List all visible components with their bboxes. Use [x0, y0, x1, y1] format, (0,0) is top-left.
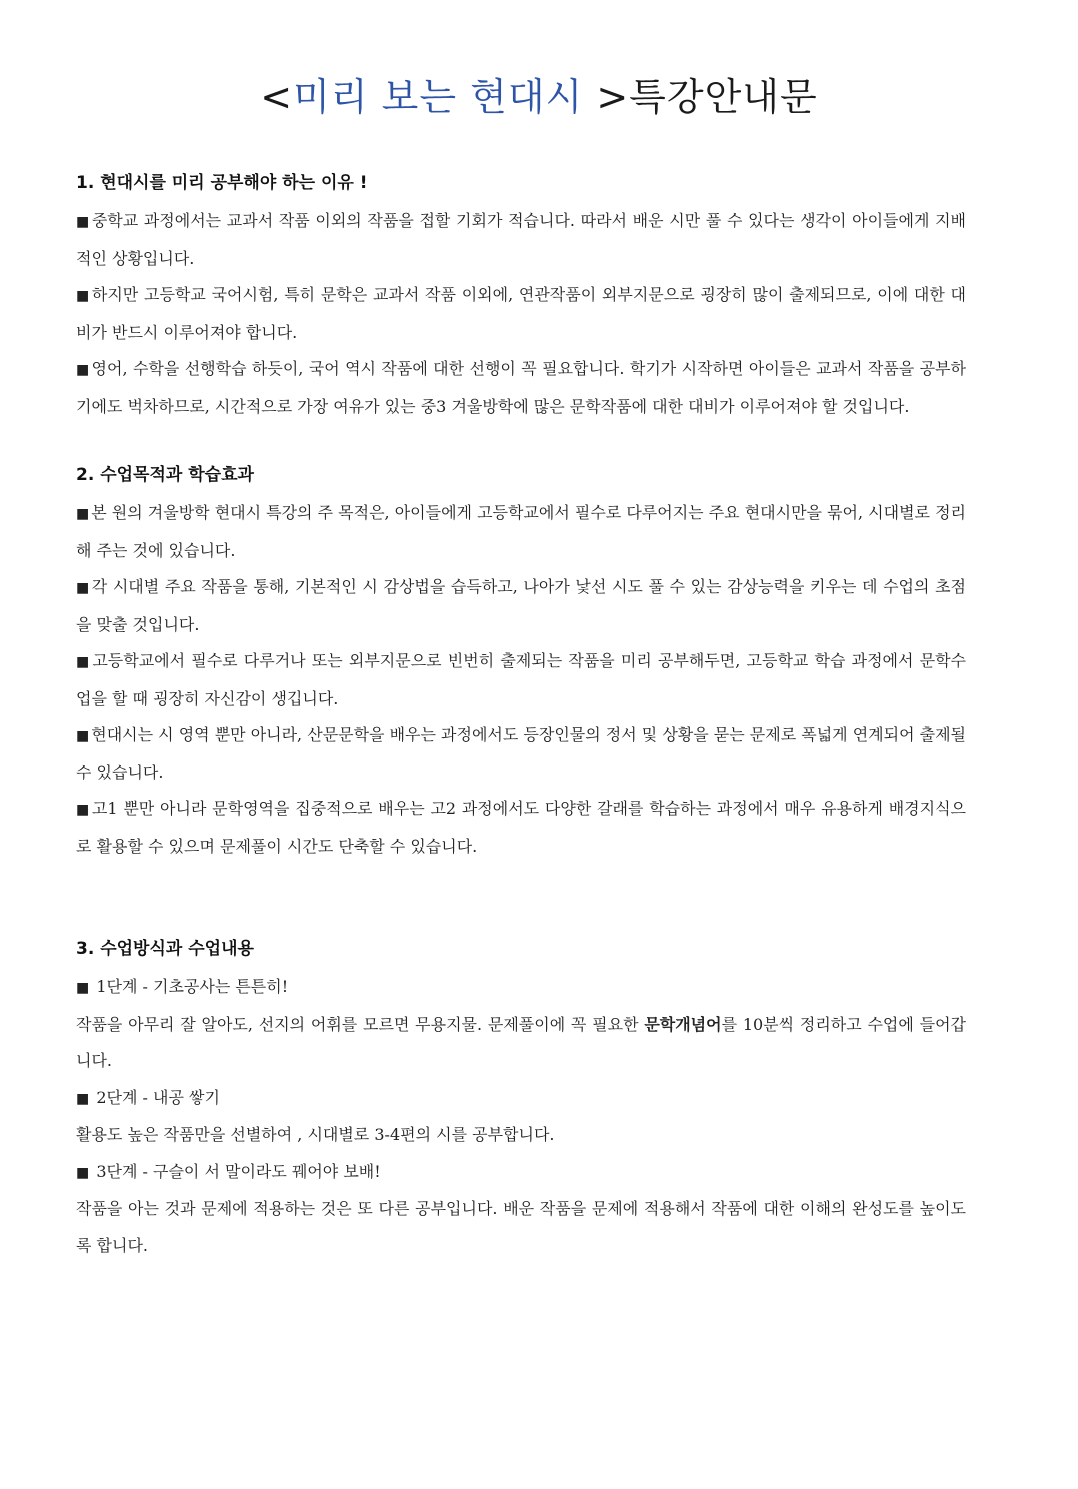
- title-close: >특강안내문: [583, 75, 818, 119]
- step-text: 활용도 높은 작품만을 선별하여 , 시대별로 3-4편의 시를 공부합니다.: [76, 1125, 555, 1144]
- paragraph-text: 하지만 고등학교 국어시험, 특히 문학은 교과서 작품 이외에, 연관작품이 외부지문으로 굉장히 많이 출제되므로, 이에 대한 대비가 반드시 이루어져야 합니다.: [76, 285, 966, 342]
- bullet-icon: ■: [76, 362, 90, 378]
- section-2-paragraph-3: [76, 643, 966, 717]
- paragraph-text: 중학교 과정에서는 교과서 작품 이외의 작품을 접할 기회가 적습니다. 따라서 배운 시만 풀 수 있다는 생각이 아이들에게 지배적인 상황입니다.: [76, 211, 966, 268]
- section-2-paragraph-4: [76, 717, 966, 791]
- bullet-icon: ■: [76, 506, 90, 522]
- title-open: <: [260, 75, 294, 119]
- paragraph-text: 각 시대별 주요 작품을 통해, 기본적인 시 감상법을 습득하고, 나아가 낯선 시도 풀 수 있는 감상능력을 키우는 데 수업의 초점을 맞출 것입니다.: [76, 577, 966, 634]
- spacer: [76, 425, 966, 459]
- section-heading-1: 1. 현대시를 미리 공부해야 하는 이유 !: [76, 173, 368, 193]
- bullet-icon: ■: [76, 580, 90, 596]
- section-heading-2: 2. 수업목적과 학습효과: [76, 465, 254, 485]
- emphasized-term: 문학개념어: [644, 1014, 722, 1034]
- step-label-text: 2단계 - 내공 쌓기: [91, 1087, 220, 1107]
- bullet-icon: ■: [76, 980, 90, 996]
- bullet-icon: ■: [76, 1090, 90, 1107]
- bullet-icon: ■: [76, 802, 90, 818]
- step-label-text: 3단계 - 구슬이 서 말이라도 꿰어야 보배!: [91, 1161, 381, 1181]
- step-1-label: [76, 969, 966, 1007]
- section-1-paragraph-2: [76, 277, 966, 351]
- step-text: 작품을 아무리 잘 알아도, 선지의 어휘를 모르면 무용지물. 문제풀이에 꼭 필요한: [76, 1014, 645, 1034]
- document-title: [0, 66, 1078, 121]
- bullet-icon: ■: [76, 1164, 90, 1181]
- step-3-description: [76, 1191, 966, 1264]
- bullet-icon: ■: [76, 288, 90, 304]
- paragraph-text: 고1 뿐만 아니라 문학영역을 집중적으로 배우는 고2 과정에서도 다양한 갈래를 학습하는 과정에서 매우 유용하게 배경지식으로 활용할 수 있으며 문제풀이 시간도 단축할 수 있습니다.: [76, 799, 966, 856]
- section-2-paragraph-2: [76, 569, 966, 643]
- step-3-label: [76, 1154, 966, 1192]
- step-1-description: [76, 1007, 966, 1080]
- section-2-paragraph-5: [76, 791, 966, 865]
- spacer: [76, 865, 966, 933]
- paragraph-text: 현대시는 시 영역 뿐만 아니라, 산문문학을 배우는 과정에서도 등장인물의 정서 및 상황을 묻는 문제로 폭넓게 연계되어 출제될 수 있습니다.: [76, 725, 966, 782]
- section-1-paragraph-3: [76, 351, 966, 425]
- step-label-text: 1단계 - 기초공사는 튼튼히!: [91, 977, 289, 996]
- step-text: 를 10분씩 정리하고 수업에 들어갑니다.: [76, 1014, 966, 1070]
- section-heading-3: 3. 수업방식과 수업내용: [76, 939, 254, 959]
- step-2-description: [76, 1117, 966, 1154]
- bullet-icon: ■: [76, 214, 90, 230]
- bullet-icon: ■: [76, 654, 91, 670]
- section-2-paragraph-1: [76, 495, 966, 569]
- step-2-label: [76, 1080, 966, 1118]
- title-highlight: 미리 보는 현대시: [293, 75, 584, 119]
- paragraph-text: 영어, 수학을 선행학습 하듯이, 국어 역시 작품에 대한 선행이 꼭 필요합니다. 학기가 시작하면 아이들은 교과서 작품을 공부하기에도 벅차하므로, 시간적으로 가장 여유가 있는 중3 겨울방학에 많은 문학작품에 대한 대비가 이루어져야 할 것입니다.: [76, 359, 966, 416]
- document-body: [76, 167, 966, 1264]
- step-text: 작품을 아는 것과 문제에 적용하는 것은 또 다른 공부입니다. 배운 작품을 문제에 적용해서 작품에 대한 이해의 완성도를 높이도록 합니다.: [76, 1199, 966, 1255]
- paragraph-text: 고등학교에서 필수로 다루거나 또는 외부지문으로 빈번히 출제되는 작품을 미리 공부해두면, 고등학교 학습 과정에서 문학수업을 할 때 굉장히 자신감이 생깁니다.: [76, 651, 966, 708]
- section-1-paragraph-1: [76, 203, 966, 277]
- paragraph-text: 본 원의 겨울방학 현대시 특강의 주 목적은, 아이들에게 고등학교에서 필수로 다루어지는 주요 현대시만을 묶어, 시대별로 정리해 주는 것에 있습니다.: [76, 503, 966, 560]
- bullet-icon: ■: [76, 728, 90, 744]
